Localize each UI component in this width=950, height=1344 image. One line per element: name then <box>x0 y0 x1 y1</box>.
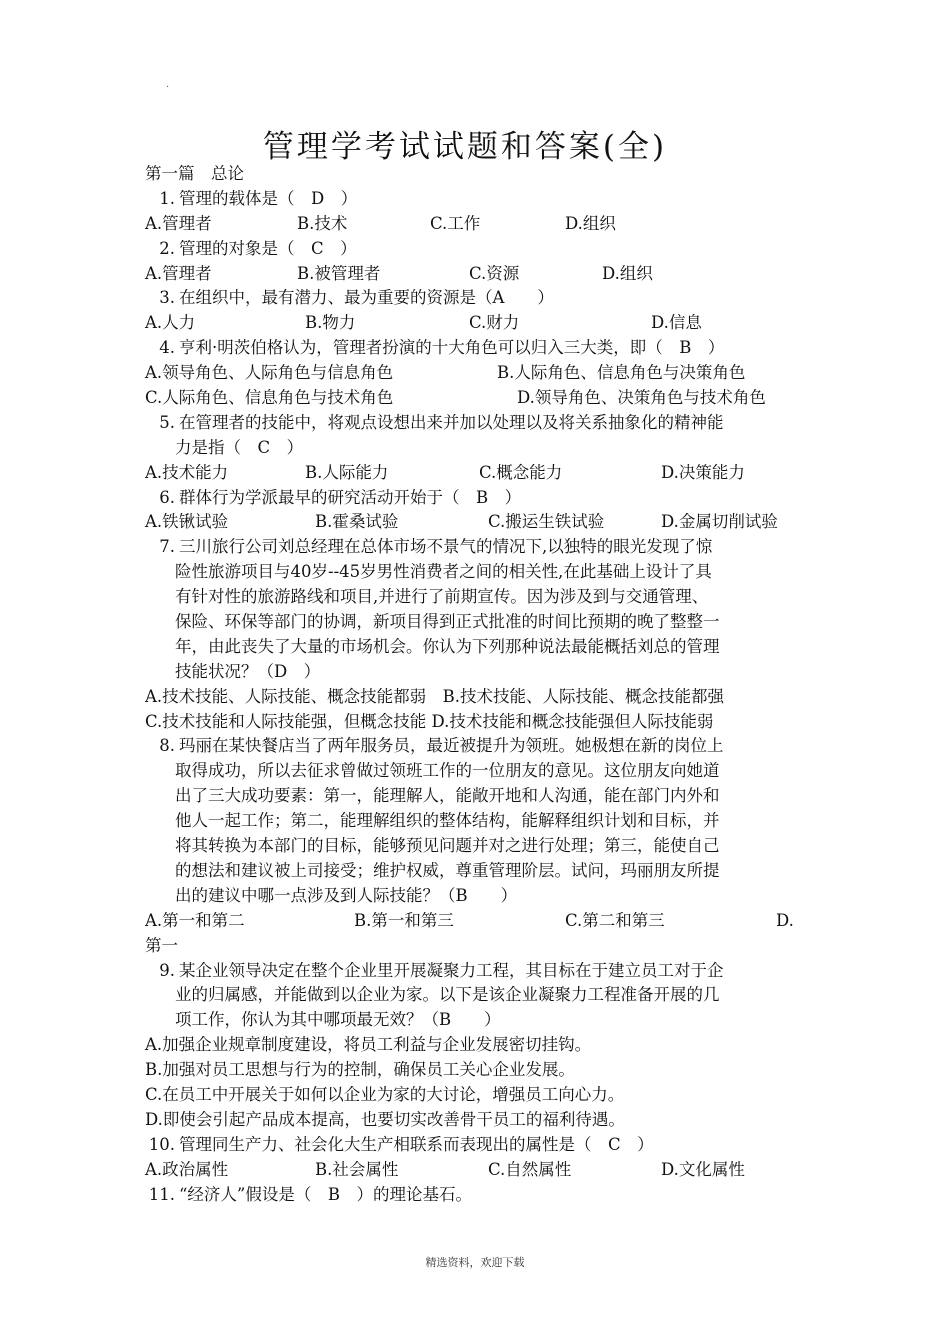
question-text: 玛丽在某快餐店当了两年服务员，最近被提升为领班。她极想在新的岗位上 <box>179 736 724 756</box>
question-text: “经济人”假设是（ B ）的理论基石。 <box>179 1184 472 1204</box>
page-footer: 精选资料，欢迎下载 <box>425 1256 525 1269</box>
question-8 <box>145 734 810 759</box>
option-c: C.第二和第三 <box>565 910 665 930</box>
question-7-continued: 有针对性的旅游路线和项目,并进行了前期宣传。因为涉及到与交通管理、 <box>175 587 709 607</box>
option-d: D.文化属性 <box>661 1159 745 1179</box>
option-d: D.领导角色、决策角色与技术角色 <box>517 388 766 408</box>
page-title: 管理学考试试题和答案(全) <box>262 128 668 165</box>
question-number: 9. <box>159 960 175 980</box>
options-4-ab <box>145 361 810 386</box>
option-c: C.工作 <box>430 213 481 233</box>
option-b: B.技术 <box>297 213 348 233</box>
option-c: C.自然属性 <box>488 1159 572 1179</box>
options-5 <box>145 461 810 486</box>
options-10 <box>145 1158 810 1183</box>
question-number: 5. <box>159 412 175 432</box>
options-2 <box>145 262 810 287</box>
option-b: B.物力 <box>305 313 356 333</box>
option-b: B.社会属性 <box>315 1159 399 1179</box>
exam-content <box>145 162 810 1207</box>
question-text: 群体行为学派最早的研究活动开始于（ B ） <box>179 487 522 507</box>
options-7-cd: C.技术技能和人际技能强，但概念技能 D.技术技能和概念技能强但人际技能弱 <box>145 711 714 731</box>
question-8-continued: 的想法和建议被上司接受；维护权威，尊重管理阶层。试问，玛丽朋友所提 <box>175 860 720 880</box>
options-4-cd <box>145 386 810 411</box>
option-c: C.概念能力 <box>479 462 563 482</box>
question-number: 1. <box>159 188 175 208</box>
options-8-wrap: 第一 <box>145 935 178 955</box>
scan-dot: · <box>166 82 170 93</box>
option-d: D.金属切削试验 <box>661 512 778 532</box>
option-d: D.组织 <box>602 263 653 283</box>
question-6 <box>145 486 810 511</box>
option-a: A.铁锹试验 <box>145 512 229 532</box>
question-text: 三川旅行公司刘总经理在总体市场不景气的情况下,以独特的眼光发现了惊 <box>179 537 713 557</box>
question-text: 亨利·明茨伯格认为，管理者扮演的十大角色可以归入三大类，即（ B ） <box>179 338 725 358</box>
option-d: D.即使会引起产品成本提高，也要切实改善骨干员工的福利待遇。 <box>145 1109 625 1129</box>
question-text: 某企业领导决定在整个企业里开展凝聚力工程，其目标在于建立员工对于企 <box>179 960 724 980</box>
option-b: B.人际角色、信息角色与决策角色 <box>497 363 746 383</box>
option-a: A.管理者 <box>145 213 212 233</box>
option-d: D.决策能力 <box>661 462 745 482</box>
option-a: A.领导角色、人际角色与信息角色 <box>145 363 394 383</box>
question-number: 4. <box>159 338 175 358</box>
option-c: C.资源 <box>469 263 520 283</box>
question-8-continued: 出了三大成功要素：第一，能理解人，能敞开地和人沟通，能在部门内外和 <box>175 786 720 806</box>
question-8-continued: 取得成功，所以去征求曾做过领班工作的一位朋友的意见。这位朋友向她道 <box>175 761 720 781</box>
question-number: 6. <box>159 487 175 507</box>
option-c: C.财力 <box>469 313 520 333</box>
question-number: 2. <box>159 238 175 258</box>
option-a: A.政治属性 <box>145 1159 229 1179</box>
question-text: 管理同生产力、社会化大生产相联系而表现出的属性是（ C ） <box>179 1134 654 1154</box>
question-8-continued: 出的建议中哪一点涉及到人际技能？（B ） <box>175 885 518 905</box>
question-number: 3. <box>159 288 175 308</box>
options-1 <box>145 212 810 237</box>
options-6 <box>145 510 810 535</box>
question-2 <box>145 237 810 262</box>
option-b: B.被管理者 <box>297 263 381 283</box>
question-text: 在管理者的技能中，将观点设想出来并加以处理以及将关系抽象化的精神能 <box>179 412 724 432</box>
option-c: C.搬运生铁试验 <box>488 512 605 532</box>
question-7 <box>145 535 810 560</box>
option-d: D.组织 <box>565 213 616 233</box>
option-b: B.人际能力 <box>305 462 389 482</box>
question-9-continued: 项工作，你认为其中哪项最无效？（B ） <box>175 1010 501 1030</box>
option-b: B.第一和第三 <box>354 910 454 930</box>
question-9-continued: 业的归属感，并能做到以企业为家。以下是该企业凝聚力工程准备开展的几 <box>175 985 720 1005</box>
question-5-continued: 力是指（ C ） <box>175 437 304 457</box>
question-3 <box>145 286 810 311</box>
question-number: 11. <box>148 1184 175 1204</box>
option-a: A.管理者 <box>145 263 212 283</box>
question-7-continued: 年，由此丧失了大量的市场机会。你认为下列那种说法最能概括刘总的管理 <box>175 636 720 656</box>
question-1 <box>145 187 810 212</box>
question-11 <box>145 1183 810 1208</box>
question-7-continued: 技能状况？（D ） <box>175 661 321 681</box>
question-text: 在组织中，最有潜力、最为重要的资源是（A ） <box>179 288 554 308</box>
option-a: A.第一和第二 <box>145 910 245 930</box>
option-a: A.技术能力 <box>145 462 229 482</box>
question-7-continued: 险性旅游项目与40岁--45岁男性消费者之间的相关性,在此基础上设计了具 <box>175 562 712 582</box>
question-number: 10. <box>148 1134 175 1154</box>
option-b: B.加强对员工思想与行为的控制，确保员工关心企业发展。 <box>145 1060 575 1080</box>
question-text: 管理的对象是（ C ） <box>179 238 357 258</box>
option-b: B.霍桑试验 <box>315 512 399 532</box>
question-8-continued: 他人一起工作；第二，能理解组织的整体结构，能解释组织计划和目标，并 <box>175 811 720 831</box>
question-number: 7. <box>159 537 175 557</box>
question-4 <box>145 336 810 361</box>
section-heading: 第一篇 总论 <box>145 164 244 183</box>
option-c: C.在员工中开展关于如何以企业为家的大讨论，增强员工向心力。 <box>145 1084 625 1104</box>
options-7-ab: A.技术技能、人际技能、概念技能都弱 B.技术技能、人际技能、概念技能都强 <box>145 686 725 706</box>
option-d: D.信息 <box>651 313 702 333</box>
option-a: A.加强企业规章制度建设，将员工利益与企业发展密切挂钩。 <box>145 1035 592 1055</box>
option-d: D. <box>776 910 794 930</box>
options-3 <box>145 311 810 336</box>
question-9 <box>145 959 810 984</box>
question-5 <box>145 411 810 436</box>
question-10 <box>145 1133 810 1158</box>
question-text: 管理的载体是（ D ） <box>179 188 358 208</box>
options-8 <box>145 909 810 934</box>
question-7-continued: 保险、环保等部门的协调，新项目得到正式批准的时间比预期的晚了整整一 <box>175 612 720 632</box>
question-number: 8. <box>159 736 175 756</box>
question-8-continued: 将其转换为本部门的目标，能够预见问题并对之进行处理；第三，能使自己 <box>175 836 720 856</box>
option-a: A.人力 <box>145 313 196 333</box>
option-c: C.人际角色、信息角色与技术角色 <box>145 388 394 408</box>
